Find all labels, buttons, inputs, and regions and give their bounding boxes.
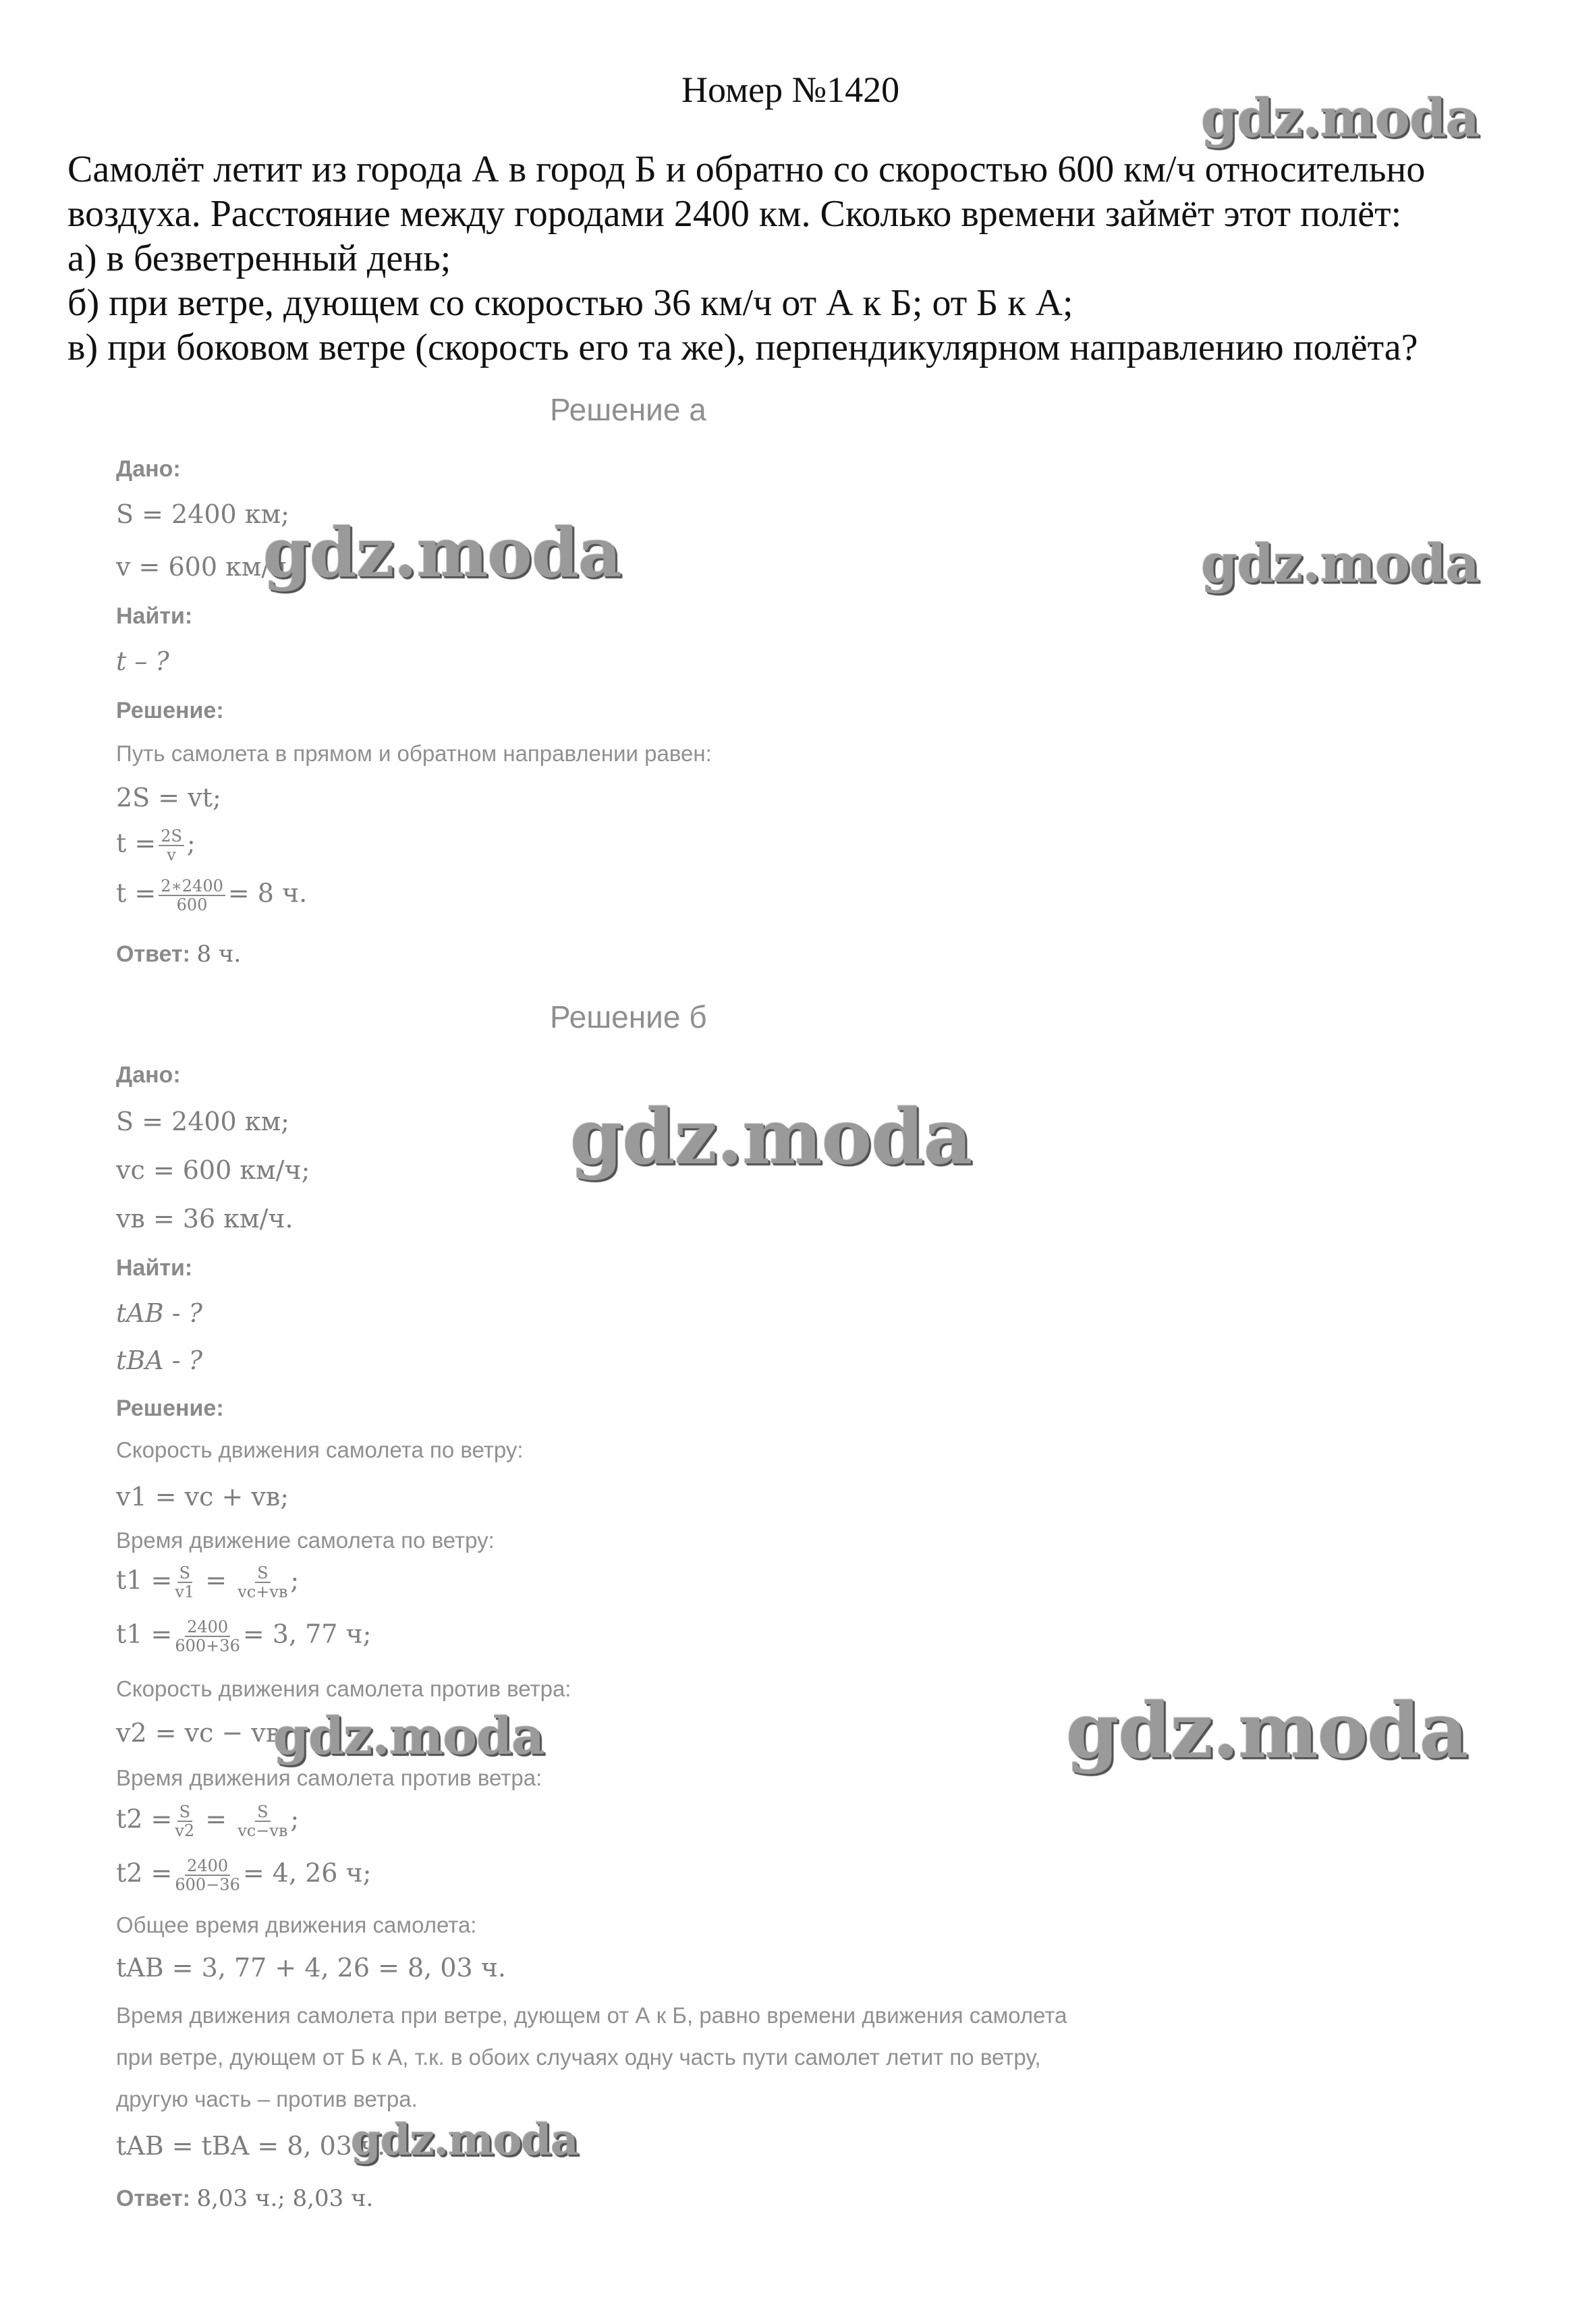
given-wind-speed: vв = 36 км/ч. xyxy=(116,1204,293,1234)
task-line-2: воздуха. Расстояние между городами 2400 км. Сколько времени займёт этот полёт: xyxy=(67,193,1402,235)
eq-v1: v1 = vс + vв; xyxy=(116,1482,289,1512)
solution-a-heading: Решение а xyxy=(550,392,706,427)
text-time-with-wind: Время движение самолета по ветру: xyxy=(116,1528,495,1553)
watermark-logo: gdz.moda xyxy=(273,1706,544,1766)
find-label: Найти: xyxy=(116,603,193,629)
answer-b: Ответ: 8,03 ч.; 8,03 ч. xyxy=(116,2185,374,2212)
page-title: Номер №1420 xyxy=(681,70,900,110)
find-tba: tBA - ? xyxy=(116,1346,203,1375)
find-label-b: Найти: xyxy=(116,1255,193,1281)
eq-final: tAB = tBA = 8, 03 ч. xyxy=(116,2131,386,2161)
task-line-4: б) при ветре, дующем со скоростью 36 км/ч от А к Б; от Б к А; xyxy=(67,282,1073,324)
task-line-3: а) в безветренный день; xyxy=(67,238,451,279)
given-distance: S = 2400 км; xyxy=(116,499,289,529)
equation-time-formula: t = $\frac{2S}{v}$ ; xyxy=(116,827,196,864)
given-distance-b: S = 2400 км; xyxy=(116,1107,289,1136)
watermark-logo: gdz.moda xyxy=(351,2115,578,2165)
task-line-5: в) при боковом ветре (скорость его та же), перпендикулярном направлению полёта? xyxy=(67,327,1418,368)
explanation-line-1: Время движения самолета при ветре, дующем от А к Б, равно времени движения самолета xyxy=(116,2003,1067,2028)
eq-t2-formula: t2 = $\frac{S}{v2}$ = $\frac{S}{vс-vв}$ ; xyxy=(116,1802,300,1840)
equation-path: 2S = vt; xyxy=(116,783,221,812)
explanation-line-2: при ветре, дующем от Б к А, т.к. в обоих случаях одну часть пути самолет летит по ветру, xyxy=(116,2045,1041,2070)
find-item: t – ? xyxy=(116,646,169,676)
text-speed-with-wind: Скорость движения самолета по ветру: xyxy=(116,1437,524,1462)
watermark-logo: gdz.moda xyxy=(1201,88,1480,149)
eq-t1-formula: t1 = $\frac{S}{v1}$ = $\frac{S}{vс+vв}$ ; xyxy=(116,1564,300,1601)
watermark-logo: gdz.moda xyxy=(570,1093,972,1182)
find-tab: tAB - ? xyxy=(116,1298,203,1328)
equation-time-value: t = $\frac{2∗2400}{600}$ = 8 ч. xyxy=(116,877,308,914)
answer-a: Ответ: 8 ч. xyxy=(116,941,242,968)
solution-text: Путь самолета в прямом и обратном направлении равен: xyxy=(116,741,712,766)
text-time-against-wind: Время движения самолета против ветра: xyxy=(116,1765,542,1790)
eq-total: tAB = 3, 77 + 4, 26 = 8, 03 ч. xyxy=(116,1953,506,1983)
eq-t2-value: t2 = $\frac{2400}{600-36}$ = 4, 26 ч; xyxy=(116,1856,372,1894)
task-line-1: Самолёт летит из города А в город Б и обратно со скоростью 600 км/ч относительно xyxy=(67,148,1426,190)
given-plane-speed: vс = 600 км/ч; xyxy=(116,1155,310,1185)
solution-b-heading: Решение б xyxy=(550,999,707,1034)
solution-label-b: Решение: xyxy=(116,1395,224,1421)
watermark-logo: gdz.moda xyxy=(263,513,621,592)
eq-v2: v2 = vс − vв; xyxy=(116,1718,289,1748)
eq-t1-value: t1 = $\frac{2400}{600+36}$ = 3, 77 ч; xyxy=(116,1617,372,1655)
watermark-logo: gdz.moda xyxy=(1201,533,1480,594)
text-total-time: Общее время движения самолета: xyxy=(116,1912,477,1937)
given-label-b: Дано: xyxy=(116,1062,181,1088)
watermark-logo: gdz.moda xyxy=(1066,1687,1468,1775)
text-speed-against-wind: Скорость движения самолета против ветра: xyxy=(116,1676,571,1701)
explanation-line-3: другую часть – против ветра. xyxy=(116,2086,418,2111)
given-speed: v = 600 км/ч. xyxy=(116,552,296,582)
solution-label: Решение: xyxy=(116,698,224,723)
given-label: Дано: xyxy=(116,456,181,482)
